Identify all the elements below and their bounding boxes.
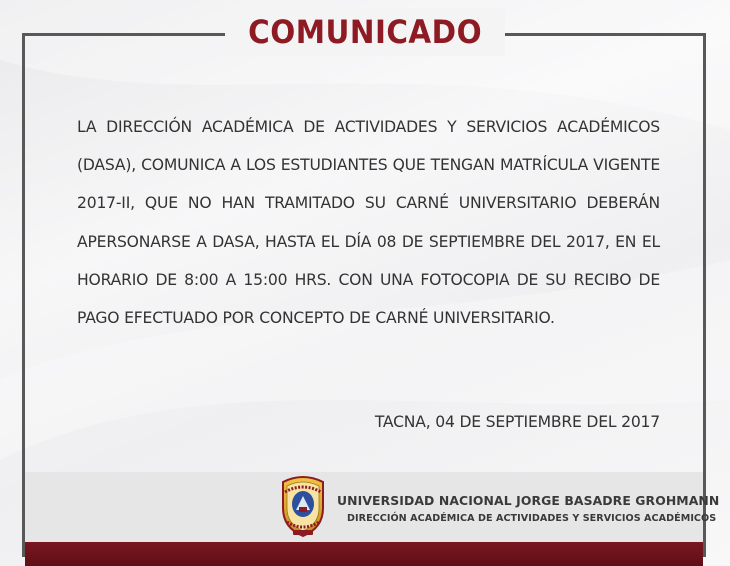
title-container <box>225 8 505 56</box>
page-title: COMUNICADO <box>248 13 482 51</box>
university-seal-icon <box>277 474 329 538</box>
notice-body: LA DIRECCIÓN ACADÉMICA DE ACTIVIDADES Y SERVICIOS ACADÉMICOS (DASA), COMUNICA A LOS ESTUDIANTES QUE TENGAN MATRÍCULA VIGENTE 2017-II, QUE NO HAN TRAMITADO SU CARNÉ UNIVERSITARIO DEBERÁN APERSONARSE A DASA, HASTA EL DÍA 08 DE SEPTIEMBRE DEL 2017, EN EL HORARIO DE 8:00 A 15:00 HRS. CON UNA FOTOCOPIA DE SU RECIBO DE PAGO EFECTUADO POR CONCEPTO DE CARNÉ UNIVERSITARIO. <box>77 118 660 328</box>
university-name: UNIVERSIDAD NACIONAL JORGE BASADRE GROHMANN <box>337 493 720 508</box>
footer-bar <box>25 542 703 566</box>
department-name: DIRECCIÓN ACADÉMICA DE ACTIVIDADES Y SERVICIOS ACADÉMICOS <box>347 513 717 524</box>
place-date: TACNA, 04 DE SEPTIEMBRE DEL 2017 <box>374 413 660 431</box>
